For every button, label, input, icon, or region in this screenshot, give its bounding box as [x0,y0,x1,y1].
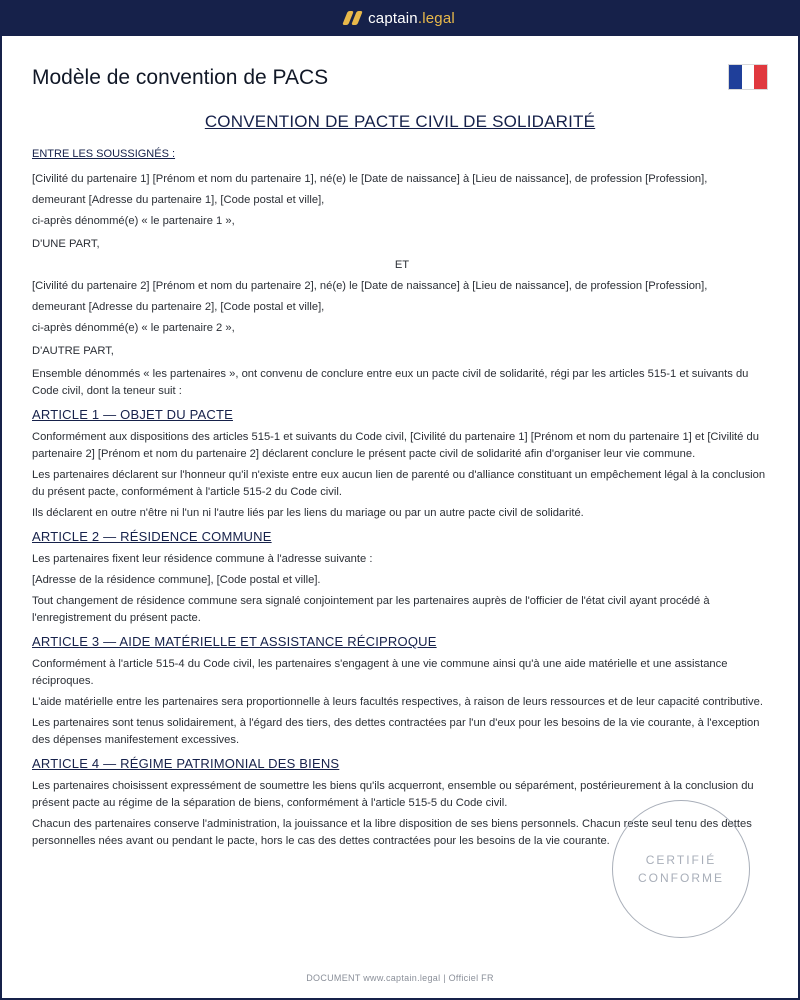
article-2-paragraph: Les partenaires fixent leur résidence commune à l'adresse suivante : [32,553,373,565]
article-4-paragraph: Les partenaires choisissent expressément de soumettre les biens qu'ils acquerront, ensemble ou séparément, postérieurement à la conclusion du présent pacte au régime de la séparation de biens, conformément à l'article 515-5 du Code civil. [32,780,754,809]
brand-logo-icon [345,11,360,25]
partner2-designation: ci-après dénommé(e) « le partenaire 2 », [32,322,235,334]
partner2-address: demeurant [Adresse du partenaire 2], [Code postal et ville], [32,301,325,313]
brand-name-tld: .legal [417,9,455,27]
article-2-title: ARTICLE 2 — RÉSIDENCE COMMUNE [32,529,272,544]
partner1-identity: [Civilité du partenaire 1] [Prénom et nom du partenaire 1], né(e) le [Date de naissance] à [Lieu de naissance], de profession [Profession], [32,173,708,185]
brand-name[interactable] [368,10,455,27]
intro-paragraph: Ensemble dénommés « les partenaires », ont convenu de conclure entre eux un pacte civil de solidarité, régi par les articles 515-1 et suivants du Code civil, dont la teneur suit : [32,368,749,397]
article-4-title: ARTICLE 4 — RÉGIME PATRIMONIAL DES BIENS [32,756,340,771]
article-3-title: ARTICLE 3 — AIDE MATÉRIELLE ET ASSISTANCE RÉCIPROQUE [32,634,437,649]
article-3-paragraph: Les partenaires sont tenus solidairement, à l'égard des tiers, des dettes contractées par l'un d'eux pour les besoins de la vie courante, à l'exception des dépenses manifestement excessives. [32,717,760,746]
article-1-paragraph: Ils déclarent en outre n'être ni l'un ni l'autre liés par les liens du mariage ou par un autre pacte civil de solidarité. [32,507,584,519]
page-title: Modèle de convention de PACS [32,66,329,89]
and-separator: ET [394,259,410,271]
article-1-paragraph: Les partenaires déclarent sur l'honneur qu'il n'existe entre eux aucun lien de parenté ou d'alliance constituant un empêchement légal à la conclusion du présent pacte, conformément à l'article 515-2 du Code civil. [32,469,766,498]
partner1-designation: ci-après dénommé(e) « le partenaire 1 », [32,215,235,227]
document-title: CONVENTION DE PACTE CIVIL DE SOLIDARITÉ [204,112,596,131]
partner1-address: demeurant [Adresse du partenaire 1], [Code postal et ville], [32,194,325,206]
article-2-paragraph: [Adresse de la résidence commune], [Code postal et ville]. [32,574,321,586]
certified-stamp [612,800,750,938]
article-3-paragraph: L'aide matérielle entre les partenaires sera proportionnelle à leurs facultés respectives, à raison de leurs ressources et de leur capacité contributive. [32,696,763,708]
second-party-label: D'AUTRE PART, [32,345,114,357]
document-body [32,146,772,854]
article-2-paragraph: Tout changement de résidence commune sera signalé conjointement par les partenaires auprès de l'officier de l'état civil ayant procédé à l'enregistrement du présent pacte. [32,595,710,624]
article-4-paragraph: Chacun des partenaires conserve l'administration, la jouissance et la libre disposition de ses biens personnels. Chacun reste seul tenu des dettes personnelles nées avant ou pendant le pacte, hors le cas des dettes contractées pour les besoins de la vie courante. [32,818,752,847]
article-3-paragraph: Conformément à l'article 515-4 du Code civil, les partenaires s'engagent à une vie commune ainsi qu'à une aide matérielle et une assistance réciproques. [32,658,728,687]
document-footer: DOCUMENT www.captain.legal | Officiel FR [306,973,494,983]
parties-heading: ENTRE LES SOUSSIGNÉS : [32,148,176,160]
article-1-title: ARTICLE 1 — OBJET DU PACTE [32,407,233,422]
first-party-label: D'UNE PART, [32,238,100,250]
top-bar [0,0,800,36]
article-1-paragraph: Conformément aux dispositions des articles 515-1 et suivants du Code civil, [Civilité du partenaire 1] [Prénom et nom du partenaire 1] et [Civilité du partenaire 2] [Prénom et nom du partenaire 2] déclarent conclure le présent pacte civil de solidarité afin d'organiser leur vie commune. [32,431,759,460]
french-flag-icon [728,64,768,90]
stamp-line: CERTIFIÉ [645,853,717,867]
brand-name-main: captain [368,9,418,27]
partner2-identity: [Civilité du partenaire 2] [Prénom et nom du partenaire 2], né(e) le [Date de naissance] à [Lieu de naissance], de profession [Profession], [32,280,708,292]
stamp-line: CONFORME [638,871,724,885]
